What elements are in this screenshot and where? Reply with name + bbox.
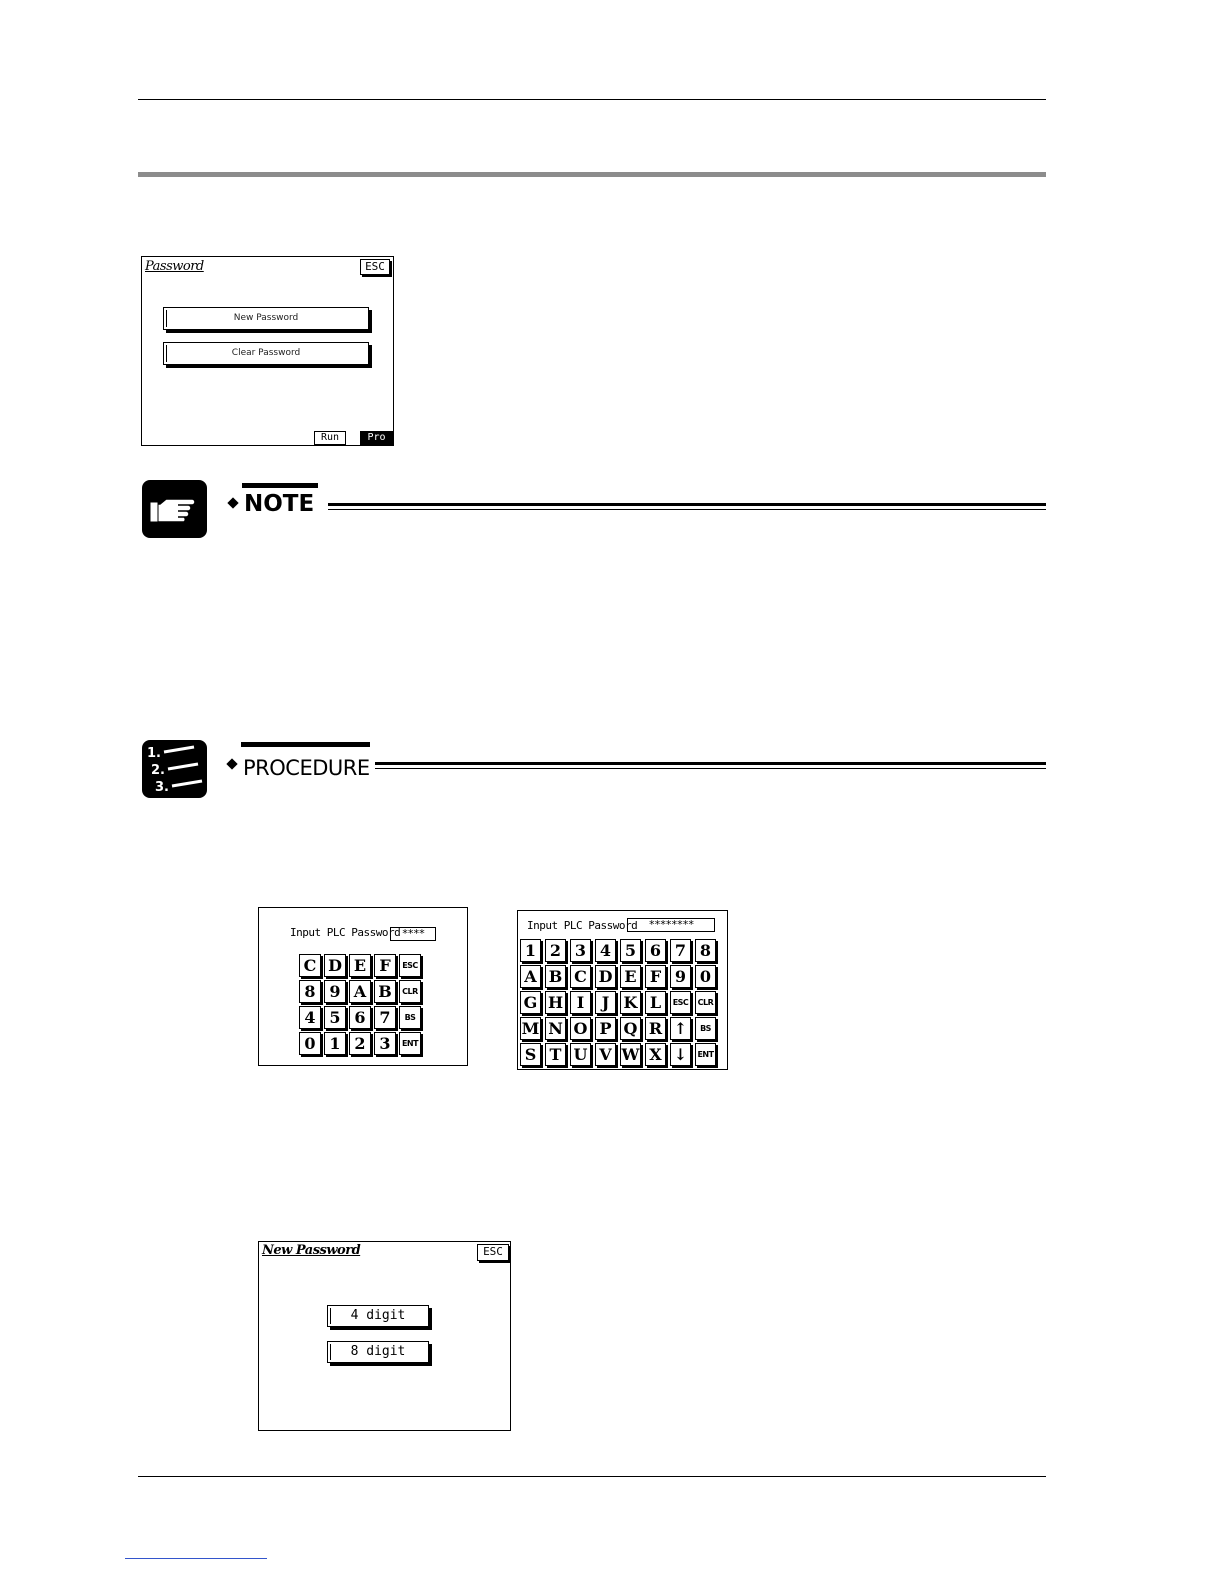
8-digit-button[interactable]: 8 digit — [327, 1341, 429, 1363]
password-screen-title: Password — [145, 259, 204, 274]
footer-rule — [138, 1476, 1046, 1477]
run-tab[interactable]: Run — [314, 431, 346, 445]
keypad4-key[interactable]: 2 — [349, 1032, 371, 1055]
keypad8-key[interactable]: C — [570, 965, 591, 988]
keypad4-key[interactable]: 4 — [299, 1006, 321, 1029]
keypad8-key[interactable]: B — [545, 965, 566, 988]
pointing-hand-icon — [142, 480, 207, 538]
procedure-heading: PROCEDURE — [243, 756, 370, 780]
keypad8-key[interactable]: A — [520, 965, 541, 988]
keypad4-key[interactable]: ESC — [399, 954, 421, 977]
keypad4-key[interactable]: 3 — [374, 1032, 396, 1055]
keypad4-key[interactable]: 6 — [349, 1006, 371, 1029]
keypad4-key[interactable]: CLR — [399, 980, 421, 1003]
keypad4-key[interactable]: D — [324, 954, 346, 977]
keypad8-key[interactable]: T — [545, 1043, 566, 1066]
keypad8-key[interactable]: 2 — [545, 939, 566, 962]
keypad-4-grid — [299, 954, 421, 1055]
keypad8-key[interactable]: 8 — [695, 939, 716, 962]
keypad4-key[interactable]: C — [299, 954, 321, 977]
keypad4-key[interactable]: F — [374, 954, 396, 977]
keypad8-key[interactable]: ↑ — [670, 1017, 691, 1040]
keypad8-key[interactable]: U — [570, 1043, 591, 1066]
svg-text:1.: 1. — [147, 746, 161, 761]
keypad4-key[interactable]: 0 — [299, 1032, 321, 1055]
keypad8-key[interactable]: D — [595, 965, 616, 988]
diamond-icon — [227, 497, 238, 508]
note-heading: NOTE — [244, 491, 315, 517]
procedure-overbar — [241, 742, 370, 747]
keypad8-key[interactable]: X — [645, 1043, 666, 1066]
numbered-list-icon — [142, 740, 207, 798]
keypad4-key[interactable]: B — [374, 980, 396, 1003]
svg-text:3.: 3. — [155, 780, 169, 795]
keypad8-key[interactable]: N — [545, 1017, 566, 1040]
svg-text:2.: 2. — [151, 763, 165, 778]
keypad4-key[interactable]: BS — [399, 1006, 421, 1029]
keypad8-key[interactable]: S — [520, 1043, 541, 1066]
keypad8-key[interactable]: L — [645, 991, 666, 1014]
section-rule — [138, 172, 1046, 177]
keypad8-key[interactable]: 0 — [695, 965, 716, 988]
keypad8-key[interactable]: 7 — [670, 939, 691, 962]
keypad8-key[interactable]: 5 — [620, 939, 641, 962]
keypad8-key[interactable]: E — [620, 965, 641, 988]
password-screen — [141, 256, 394, 446]
keypad4-key[interactable]: E — [349, 954, 371, 977]
keypad-label: Input PLC Password — [527, 919, 638, 932]
keypad4-key[interactable]: 1 — [324, 1032, 346, 1055]
keypad8-key[interactable]: K — [620, 991, 641, 1014]
keypad8-key[interactable]: M — [521, 1019, 540, 1038]
password-field[interactable]: ******** — [627, 918, 715, 932]
keypad8-key[interactable]: 6 — [645, 939, 666, 962]
keypad8-key[interactable]: Q — [620, 1017, 641, 1040]
keypad8-key[interactable]: W — [621, 1045, 640, 1064]
keypad8-key[interactable]: P — [595, 1017, 616, 1040]
note-overbar — [242, 483, 318, 488]
esc-button[interactable]: ESC — [360, 259, 390, 275]
new-password-title: New Password — [262, 1243, 361, 1258]
keypad4-key[interactable]: 7 — [374, 1006, 396, 1029]
keypad-8-screen — [517, 910, 728, 1070]
keypad-4-screen — [258, 907, 468, 1066]
pro-tab[interactable]: Pro — [360, 431, 393, 445]
keypad8-key[interactable]: ENT — [695, 1043, 716, 1066]
keypad8-key[interactable]: 3 — [570, 939, 591, 962]
keypad8-key[interactable]: ESC — [670, 991, 691, 1014]
new-password-screen — [258, 1241, 511, 1431]
keypad8-key[interactable]: G — [520, 991, 541, 1014]
keypad4-key[interactable]: 8 — [299, 980, 321, 1003]
password-field[interactable]: **** — [390, 927, 436, 941]
keypad4-key[interactable]: 5 — [324, 1006, 346, 1029]
diamond-icon — [226, 758, 237, 769]
keypad8-key[interactable]: 1 — [520, 939, 541, 962]
keypad8-key[interactable]: ↓ — [670, 1043, 691, 1066]
keypad8-key[interactable]: BS — [695, 1017, 716, 1040]
keypad8-key[interactable]: H — [545, 991, 566, 1014]
procedure-rule — [375, 762, 1046, 769]
keypad4-key[interactable]: 9 — [324, 980, 346, 1003]
clear-password-button[interactable]: Clear Password — [163, 342, 369, 365]
keypad8-key[interactable]: F — [645, 965, 666, 988]
keypad-8-grid — [520, 939, 716, 1066]
footer-link-underline — [125, 1558, 267, 1559]
esc-button[interactable]: ESC — [477, 1244, 509, 1261]
keypad8-key[interactable]: R — [645, 1017, 666, 1040]
keypad8-key[interactable]: 4 — [595, 939, 616, 962]
4-digit-button[interactable]: 4 digit — [327, 1305, 429, 1327]
header-rule — [138, 99, 1046, 100]
keypad8-key[interactable]: I — [570, 991, 591, 1014]
keypad4-key[interactable]: ENT — [399, 1032, 421, 1055]
keypad8-key[interactable]: CLR — [695, 991, 716, 1014]
keypad8-key[interactable]: 9 — [670, 965, 691, 988]
keypad8-key[interactable]: O — [570, 1017, 591, 1040]
new-password-button[interactable]: New Password — [163, 307, 369, 330]
keypad-label: Input PLC Password — [290, 926, 401, 939]
note-rule — [328, 503, 1046, 510]
keypad4-key[interactable]: A — [349, 980, 371, 1003]
keypad8-key[interactable]: V — [595, 1043, 616, 1066]
keypad8-key[interactable]: J — [595, 991, 616, 1014]
